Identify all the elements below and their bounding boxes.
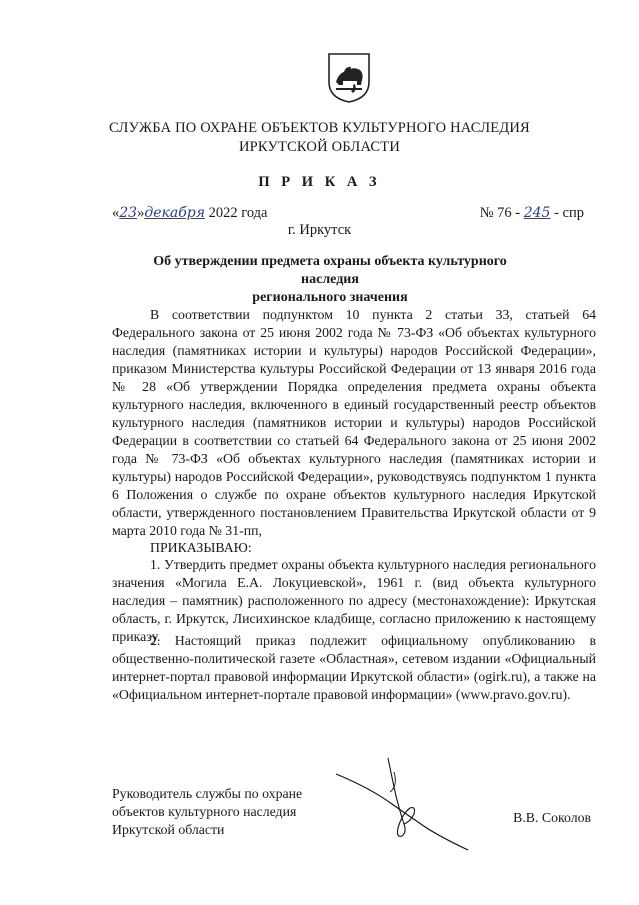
number-suffix: - спр — [554, 205, 584, 221]
document-type-title: П Р И К А З — [258, 174, 381, 190]
position-line3: Иркутской области — [112, 822, 225, 837]
order-item-1: 1. Утвердить предмет охраны объекта культурного наследия регионального значения «Могила Е.А. Локуциевской», 1961 г. (вид объекта культурного наследия – памятник) расположенного по адресу (местонахождение): Иркутская область, г. Иркутск, Лисихинское кладбище, согласно приложению к настоящему приказу. — [112, 557, 596, 644]
org-name-line1: СЛУЖБА ПО ОХРАНЕ ОБЪЕКТОВ КУЛЬТУРНОГО НАСЛЕДИЯ — [109, 120, 530, 136]
signatory-name: В.В. Соколов — [513, 810, 591, 825]
position-line2: объектов культурного наследия — [112, 804, 297, 819]
date-day: 23 — [119, 205, 138, 221]
signatory-position — [112, 785, 302, 839]
city: г. Иркутск — [287, 222, 352, 238]
order-subject — [130, 253, 530, 307]
position-line1: Руководитель службы по охране — [112, 786, 303, 801]
order-word: ПРИКАЗЫВАЮ: — [150, 540, 252, 555]
order-item-2: 2. Настоящий приказ подлежит официальному опубликованию в общественно-политической газете «Областная», сетевом издании «Официальный интернет-портал правовой информации Иркутской области» (ogirk.ru), а также на «Официальном интернет-портале правовой информации» (www.pravo.gov.ru). — [112, 633, 596, 702]
handwritten-signature-icon — [330, 752, 480, 852]
number-prefix: № 76 - — [479, 205, 521, 221]
date-open-quote: « — [112, 205, 120, 221]
order-number — [480, 205, 584, 222]
subject-line1: Об утверждении предмета охраны объекта культурного наследия — [153, 254, 507, 287]
preamble-paragraph: В соответствии подпунктом 10 пункта 2 статьи 33, статьей 64 Федерального закона от 25 июня 2002 года № 73-ФЗ «Об объектах культурного наследия (памятниках истории и культуры) народов Российской Федерации», приказом Министерства культуры Российской Федерации от 13 января 2016 года № 28 «Об утверждении Порядка определения предмета охраны объекта культурного наследия, включенного в единый государственный реестр объектов культурного наследия (памятников истории и культуры) народов Российской Федерации в соответствии со статьей 64 Федерального закона от 25 июня 2002 года № 73-ФЗ «Об объектах культурного наследия (памятниках истории и культуры) народов Российской Федерации», руководствуясь подпунктом 1 пункта 6 Положения о службе по охране объектов культурного наследия Иркутской области, утвержденного постановлением Правительства Иркутской области от 9 марта 2010 года № 31-пп, — [112, 307, 596, 538]
org-name-line2: ИРКУТСКОЙ ОБЛАСТИ — [238, 139, 400, 155]
number-value: 245 — [523, 205, 551, 221]
subject-line2: регионального значения — [252, 290, 408, 305]
order-date — [112, 205, 267, 222]
date-month: декабря — [144, 205, 205, 221]
date-year: 2022 года — [208, 205, 268, 221]
coat-of-arms-icon — [327, 52, 371, 104]
date-close-quote: » — [137, 205, 145, 221]
